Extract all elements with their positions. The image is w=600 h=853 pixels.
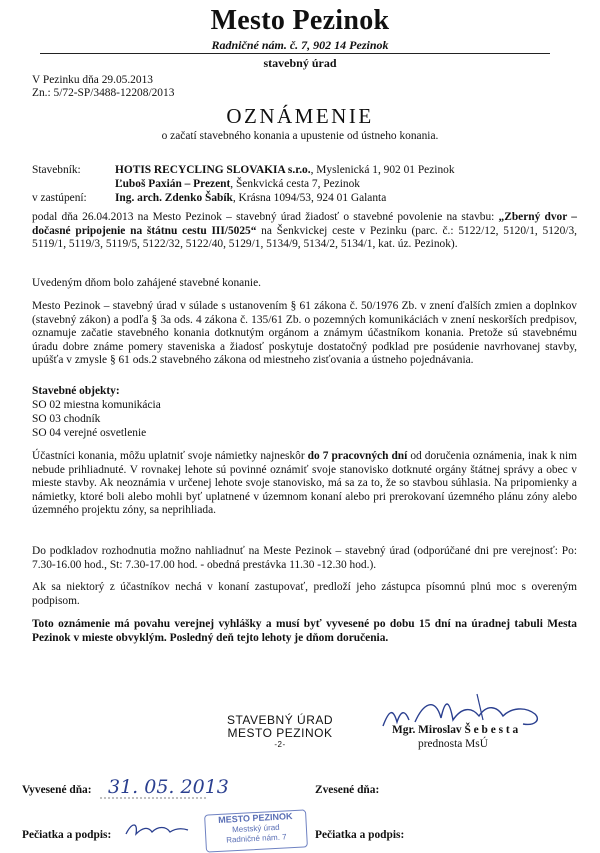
builder-address: , Myslenická 1, 902 01 Pezinok: [310, 164, 455, 176]
stamp-line-2: MESTO PEZINOK: [227, 726, 333, 740]
object-item: SO 02 miestna komunikácia: [32, 399, 161, 411]
date-line: V Pezinku dňa 29.05.2013: [32, 74, 153, 86]
stamp-signature-label-right: Pečiatka a podpis:: [315, 829, 405, 841]
proxy-address: , Krásna 1094/53, 924 01 Galanta: [232, 192, 387, 204]
round-stamp-line-2: Mestský úrad: [231, 822, 280, 835]
notice-heading: OZNÁMENIE: [226, 104, 374, 128]
objections-deadline: do 7 pracovných dní: [307, 450, 408, 462]
application-paragraph: [32, 211, 577, 252]
signatory-title: prednosta MsÚ: [418, 738, 488, 750]
header-rule: [40, 53, 550, 54]
reference-number: Zn.: 5/72-SP/3488-12208/2013: [32, 87, 175, 99]
objections-text-start: Účastníci konania, môžu uplatniť svoje námietky najneskôr: [32, 450, 308, 462]
office-stamp: [205, 714, 355, 750]
builder-rep-line: [115, 178, 575, 191]
city-title: Mesto Pezinok: [210, 5, 390, 36]
project-name: „Zberný dvor – dočasné pripojenie na štátnu cestu III/5025“: [32, 211, 577, 237]
object-item: SO 04 verejné osvetlenie: [32, 427, 147, 439]
posted-label: Vyvesené dňa:: [22, 784, 92, 796]
application-text-end: na Šenkvickej ceste v Pezinku (parc. č.: 5122/12, 5120/1, 5120/3, 5119/1, 5119/3, 5119/5, 5122/32, 5122/40, 5129/1, 5134/9, 5134/2, 5134/1, kat. úz. Pezinok).: [32, 224, 578, 251]
proxy-line: [32, 192, 572, 205]
posted-date-underline: [100, 795, 210, 801]
object-item: SO 03 chodník: [32, 413, 101, 425]
objects-heading: Stavebné objekty:: [32, 385, 120, 397]
clerk-signature: [122, 818, 192, 842]
builder-label: Stavebník:: [32, 164, 81, 176]
representation-paragraph: Ak sa niektorý z účastníkov nechá v konaní zastupovať, predloží jeho zástupca písomnú plnú moc s overeným podpisom.: [32, 581, 577, 607]
inspection-paragraph: Do podkladov rozhodnutia možno nahliadnuť na Meste Pezinok – stavebný úrad (odporúčané dni pre verejnosť: Po: 7.30-16.00 hod., St: 7.30-17.00 hod. - obedná prestávka 11.30 -12.30 hod.).: [32, 545, 577, 571]
stamp-line-1: STAVEBNÝ ÚRAD: [226, 713, 334, 727]
city-address: Radničné nám. č. 7, 902 14 Pezinok: [211, 38, 389, 52]
posted-date: 31. 05. 2013: [108, 776, 229, 798]
builder-rep-address: , Šenkvická cesta 7, Pezinok: [230, 178, 360, 190]
builder-rep-name: Ľuboš Paxián – Prezent: [115, 178, 231, 190]
office-name: stavebný úrad: [263, 56, 337, 70]
legal-basis-paragraph: Mesto Pezinok – stavebný úrad v súlade s ustanovením § 61 zákona č. 50/1976 Zb. v znení ďalších zmien a doplnkov (stavebný zákon) a podľa § 3a ods. 4 zákona č. 135/61 Zb. o pozemných komunikáciách v znení neskorších predpisov, oznamuje začatie stavebného konania dotknutým orgánom a známym účastníkom konania. Pretože sú stavebnému úradu dobre známe pomery staveniska a žiadosť poskytuje dostatočný podklad pre posúdenie navrhovanej stavby, upúšťa v zmysle § 61 ods.2 stavebného zákona od miestneho zisťovania a ústneho pojednávania.: [32, 300, 577, 367]
builder-line: [32, 164, 572, 177]
application-text-start: podal dňa 26.04.2013 na Mesto Pezinok – stavebný úrad žiadosť o stavebné povolenie na stavbu:: [32, 211, 499, 223]
objections-paragraph: [32, 450, 577, 518]
stamp-signature-label-left: Pečiatka a podpis:: [22, 829, 112, 841]
removed-label: Zvesené dňa:: [315, 784, 380, 796]
proxy-label: v zastúpení:: [32, 192, 87, 204]
builder-name: HOTIS RECYCLING SLOVAKIA s.r.o.: [115, 164, 311, 176]
stamp-line-3: -2-: [274, 740, 286, 749]
round-stamp-line-3: Radničné nám. 7: [225, 832, 287, 845]
public-notice-paragraph: Toto oznámenie má povahu verejnej vyhlášky a musí byť vyvesené po dobu 15 dní na úradnej tabuli Mesta Pezinok v mieste obvyklým. Posledný deň tejto lehoty je dňom doručenia.: [32, 618, 577, 644]
signatory-name: Mgr. Miroslav Š e b e s t a: [392, 724, 519, 736]
start-paragraph: Uvedeným dňom bolo zahájené stavebné konanie.: [32, 277, 262, 289]
proxy-name: Ing. arch. Zdenko Šabík: [115, 192, 233, 204]
objections-text-end: od doručenia oznámenia, inak k nim nebude prihliadnuté. V rovnakej lehote sú povinné oznámiť svoje stanovisko dotknuté orgány štátnej správy a obec v mieste stavby. Ak neoznámia v určenej lehote svoje stanovisko, má sa za to, že so stavbou súhlasia. Na pripomienky a námietky, ktoré boli alebo mohli byť uplatnené v územnom konaní alebo pri prerokovaní územného plánu zóny alebo územného projektu zóny, sa neprihliada.: [32, 450, 577, 517]
round-stamp: [204, 809, 308, 852]
notice-subheading: o začatí stavebného konania a upustenie od ústneho konania.: [161, 130, 439, 142]
round-stamp-line-1: MESTO PEZINOK: [217, 811, 293, 825]
